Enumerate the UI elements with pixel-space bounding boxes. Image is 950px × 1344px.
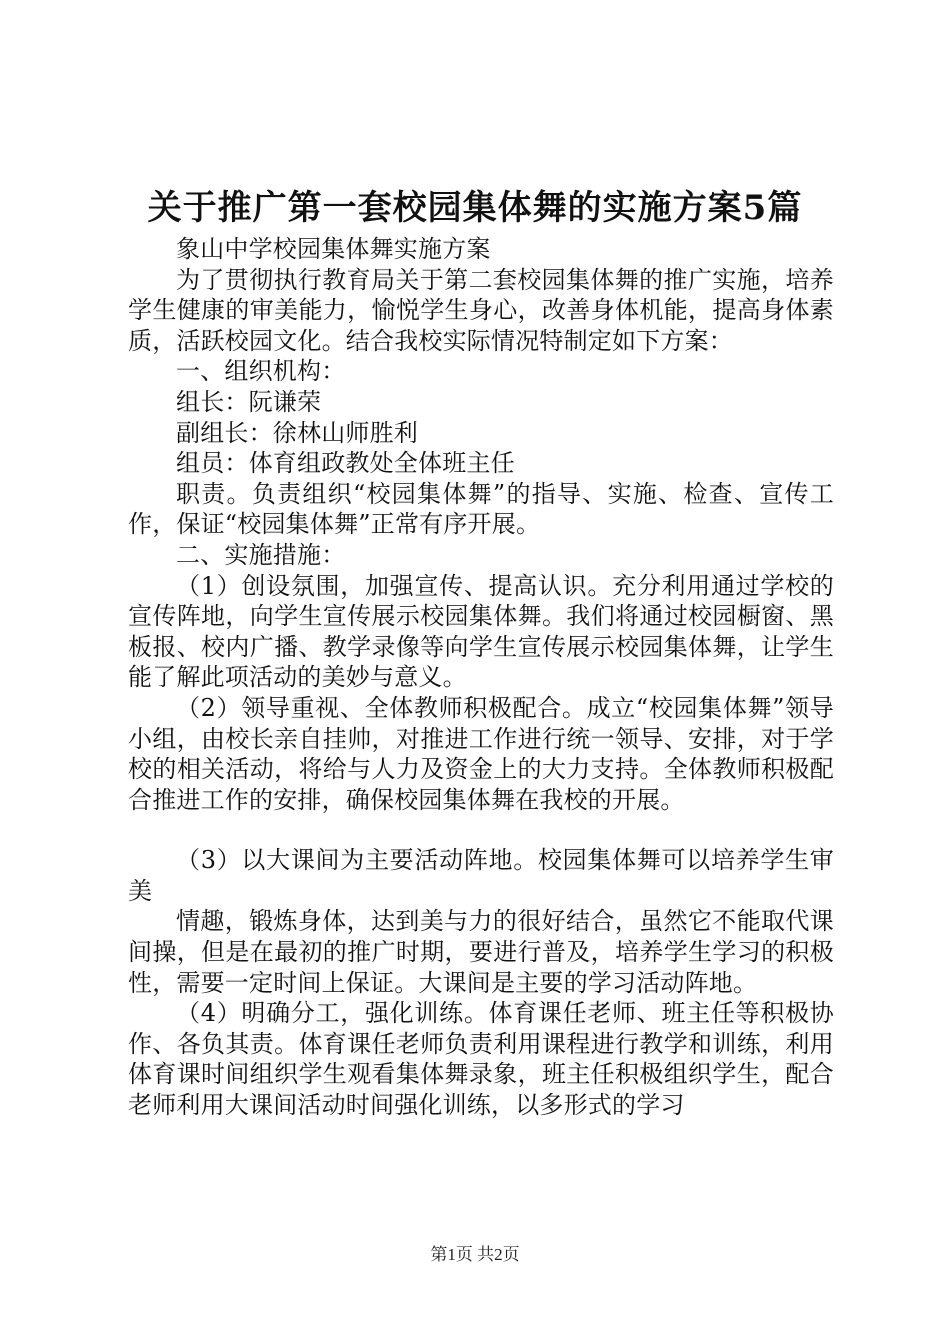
paragraph-measure-3: （3）以大课间为主要活动阵地。校园集体舞可以培养学生审美 [128,846,834,905]
document-title: 关于推广第一套校园集体舞的实施方案5篇 [147,188,803,228]
paragraph-measure-4: （4）明确分工，强化训练。体育课任老师、班主任等积极协作、各负其责。体育课任老师负责利用课程进行教学和训练，利用体育课时间组织学生观看集体舞录象，班主任积极组织学生，配合老师利用大课间活动时间强化训练，以多形式的学习 [128,999,834,1120]
paragraph-leader: 组长：阮谦荣 [176,387,322,416]
section-heading-organization: 一、组织机构： [176,357,346,386]
paragraph-measure-1: （1）创设氛围，加强宣传、提高认识。充分利用通过学校的宣传阵地，向学生宣传展示校园集体舞。我们将通过校园橱窗、黑板报、校内广播、教学录像等向学生宣传展示校园集体舞，让学生能了解此项活动的美妙与意义。 [128,571,834,692]
paragraph-members: 组员：体育组政教处全体班主任 [176,449,515,478]
paragraph-deputy-leader: 副组长：徐林山师胜利 [176,418,418,447]
paragraph-measure-3-cont: 情趣，锻炼身体，达到美与力的很好结合，虽然它不能取代课间操，但是在最初的推广时期，要进行普及，培养学生学习的积极性，需要一定时间上保证。大课间是主要的学习活动阵地。 [128,907,834,997]
section-heading-measures: 二、实施措施： [176,540,346,569]
paragraph-intro: 为了贯彻执行教育局关于第二套校园集体舞的推广实施，培养学生健康的审美能力，愉悦学生身心，改善身体机能，提高身体素质，活跃校园文化。结合我校实际情况特制定如下方案： [128,265,834,355]
paragraph-subtitle: 象山中学校园集体舞实施方案 [176,235,491,263]
document-body [128,234,834,1121]
paragraph-duties: 职责。负责组织“校园集体舞”的指导、实施、检查、宣传工作，保证“校园集体舞”正常有序开展。 [128,479,834,539]
page-footer: 第1页 共2页 [430,1245,520,1264]
paragraph-measure-2: （2）领导重视、全体教师积极配合。成立“校园集体舞”领导小组，由校长亲自挂帅，对推进工作进行统一领导、安排，对于学校的相关活动，将给与人力及资金上的大力支持。全体教师积极配合推进工作的安排，确保校园集体舞在我校的开展。 [128,693,834,814]
